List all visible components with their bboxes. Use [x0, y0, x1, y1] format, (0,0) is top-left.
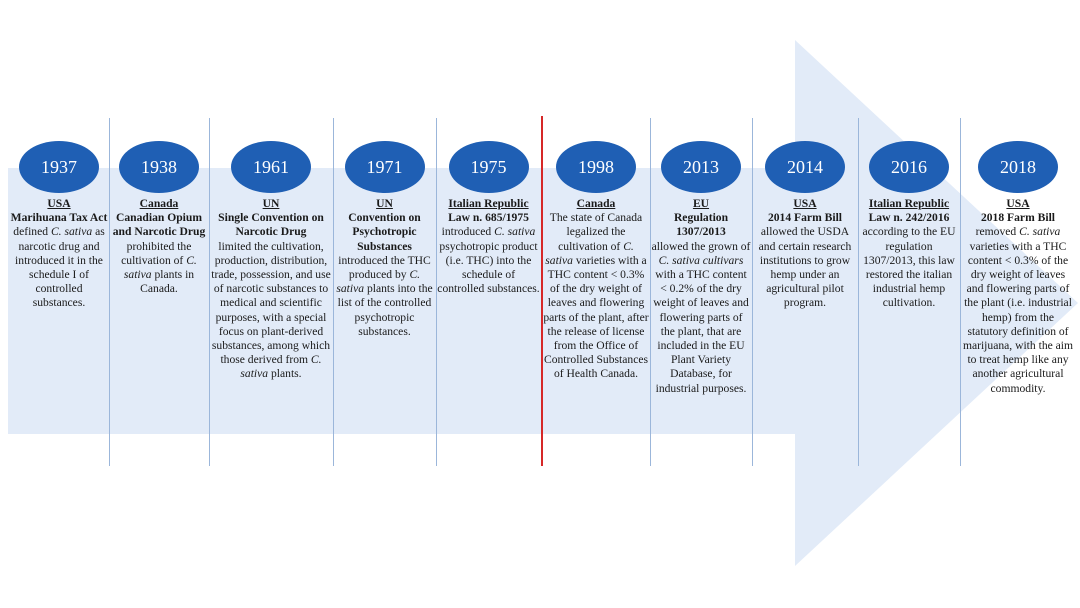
- year-badge: 1961: [231, 141, 311, 193]
- event-country: UN: [262, 197, 280, 210]
- event-country: Canada: [139, 197, 179, 210]
- year-badge: 2013: [661, 141, 741, 193]
- species-name: C. sativa: [494, 225, 536, 239]
- species-name: C. sativa: [1019, 225, 1061, 239]
- year-badge: 2014: [765, 141, 845, 193]
- event-text: [651, 197, 751, 396]
- timeline-divider: [960, 118, 961, 466]
- event-text: [210, 197, 332, 382]
- event-law: Canadian Opium and Narcotic Drug: [112, 211, 206, 239]
- event-country: UN: [376, 197, 393, 210]
- event-text: [859, 197, 959, 311]
- event-text: [334, 197, 435, 339]
- event-description: The state of Canada legalized the cultivation of C. sativa varieties with a THC content < 0.3% of the dry weight of leaves and flowering parts of the plant, after the release of license from the Office of Controlled Substances of Health Canada.: [543, 211, 649, 381]
- event-country: EU: [692, 197, 710, 210]
- event-description: allowed the grown of C. sativa cultivars with a THC content < 0.2% of the dry weight of leaves and flowering parts of the plant, that are included in the EU Plant Variety Database, for industrial purposes.: [651, 239, 751, 395]
- species-name: C. sativa: [50, 225, 93, 239]
- event-description: allowed the USDA and certain research institutions to grow hemp under an agricultural pilot program.: [758, 225, 852, 310]
- year-badge: 1971: [345, 141, 425, 193]
- event-description: defined C. sativa as narcotic drug and introduced it in the schedule I of controlled substances.: [13, 225, 105, 310]
- event-text: [110, 197, 208, 296]
- event-law: Single Convention on Narcotic Drug: [218, 211, 324, 239]
- event-1938: [110, 141, 208, 296]
- event-text: [753, 197, 857, 311]
- year-badge: 1937: [19, 141, 99, 193]
- year-badge: 2018: [978, 141, 1058, 193]
- year-badge: 1998: [556, 141, 636, 193]
- event-description: limited the cultivation, production, distribution, trade, possession, and use of narcotic substances to medical and scientific purposes, with a special focus on plant-derived substances, among which those derived from C. sativa plants.: [211, 239, 331, 381]
- event-text: [437, 197, 540, 296]
- event-description: introduced C. sativa psychotropic product (i.e. THC) into the schedule of controlled substances.: [437, 225, 540, 296]
- species-name: C. sativa cultivars: [658, 253, 744, 267]
- event-1971: [334, 141, 435, 339]
- species-name: C. sativa: [240, 353, 322, 381]
- event-law: Marihuana Tax Act: [10, 211, 108, 225]
- event-2013: [651, 141, 751, 396]
- event-text: [543, 197, 649, 382]
- year-badge: 2016: [869, 141, 949, 193]
- event-text: [10, 197, 108, 311]
- event-1961: [210, 141, 332, 382]
- event-country: Italian Republic: [868, 197, 950, 210]
- event-1975: [437, 141, 540, 296]
- event-2018: [962, 141, 1074, 396]
- event-law: 2014 Farm Bill: [767, 211, 843, 225]
- year-badge: 1938: [119, 141, 199, 193]
- event-1998: [543, 141, 649, 382]
- event-country: USA: [47, 197, 71, 210]
- event-law: Regulation 1307/2013: [673, 211, 729, 239]
- event-country: USA: [793, 197, 817, 210]
- event-description: prohibited the cultivation of C. sativa plants in Canada.: [121, 239, 197, 296]
- event-description: removed C. sativa varieties with a THC content < 0.3% of the dry weight of leaves and flowering parts of the plant (i.e. industrial hemp) from the statutory definition of marijuana, with the aim to treat hemp like any another agricultural commodity.: [962, 225, 1074, 395]
- event-text: [962, 197, 1074, 396]
- event-law: Convention on Psychotropic Substances: [348, 211, 421, 253]
- event-2016: [859, 141, 959, 311]
- event-description: introduced the THC produced by C. sativa plants into the list of the controlled psychotropic substances.: [336, 253, 433, 338]
- species-name: C. sativa: [545, 239, 634, 267]
- event-country: Canada: [576, 197, 616, 210]
- event-description: according to the EU regulation 1307/2013, this law restored the italian industrial hemp cultivation.: [862, 225, 956, 310]
- event-law: Law n. 685/1975: [448, 211, 529, 225]
- event-country: Italian Republic: [448, 197, 529, 210]
- year-badge: 1975: [449, 141, 529, 193]
- event-2014: [753, 141, 857, 311]
- event-law: Law n. 242/2016: [868, 211, 950, 225]
- event-1937: [10, 141, 108, 311]
- event-law: 2018 Farm Bill: [980, 211, 1056, 225]
- species-name: C. sativa: [336, 268, 421, 296]
- event-country: USA: [1006, 197, 1030, 210]
- species-name: C. sativa: [123, 253, 197, 282]
